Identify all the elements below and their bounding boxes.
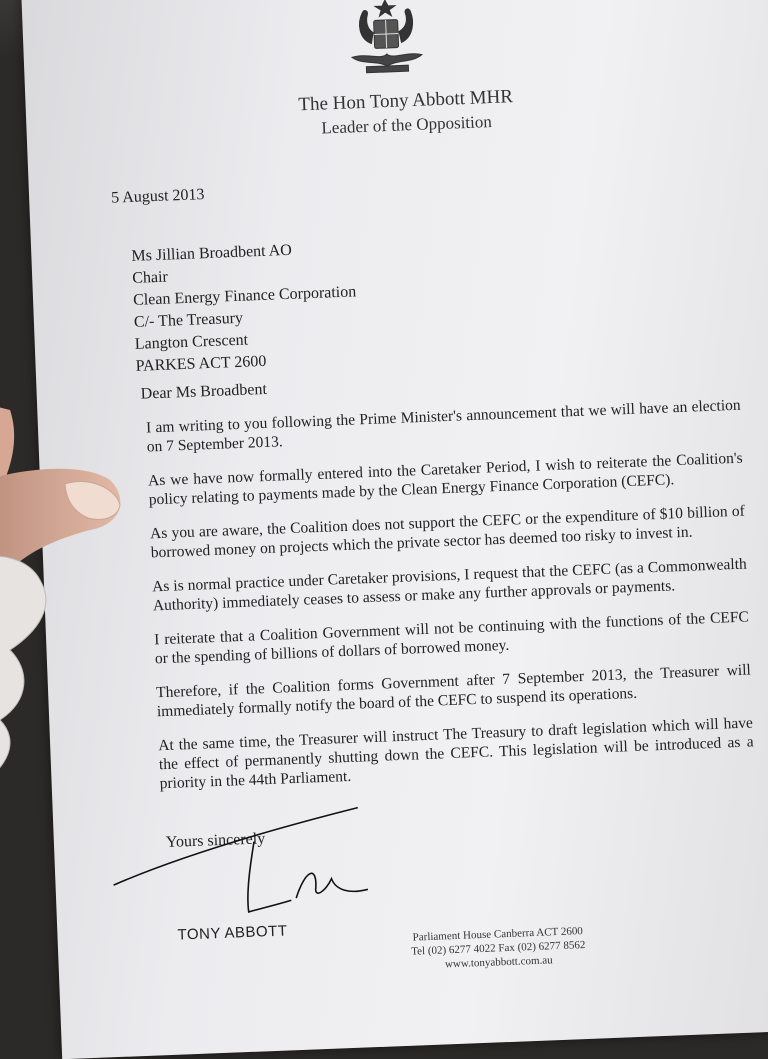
recipient-line: Ms Jillian Broadbent AO [131, 241, 293, 265]
coat-of-arms-icon [340, 0, 433, 80]
body-paragraph: At the same time, the Treasurer will instruct The Treasury to draft legislation which will have the effect of permanently shutting down the CEFC. This legislation will be introduced as a priority in the 44th Parliament. [157, 714, 754, 793]
recipient-line: Langton Crescent [134, 331, 249, 353]
hand [0, 400, 150, 860]
recipient-line: PARKES ACT 2600 [135, 352, 267, 375]
body-paragraph: I reiterate that a Coalition Government will not be continuing with the functions of the CEFC or the spending of billions of dollars of borrowed money. [153, 608, 750, 668]
handwritten-signature-icon [103, 795, 427, 927]
recipient-line: Chair [131, 268, 169, 287]
salutation: Dear Ms Broadbent [140, 380, 268, 403]
letterhead-role: Leader of the Opposition [321, 112, 493, 138]
letterhead-name: The Hon Tony Abbott MHR [298, 86, 514, 116]
signer-name: TONY ABBOTT [177, 922, 288, 944]
body-paragraph: I am writing to you following the Prime Minister's announcement that we will have an election on 7 September 2013. [145, 396, 741, 456]
footer-website: www.tonyabbott.com.au [444, 954, 553, 971]
letter-body [146, 396, 756, 809]
body-paragraph: Therefore, if the Coalition forms Government after 7 September 2013, the Treasurer will immediately formally notify the board of the CEFC to suspend its operations. [155, 661, 752, 721]
body-paragraph: As we have now formally entered into the Caretaker Period, I wish to reiterate the Coalition's policy relating to payments made by the Clean Energy Finance Corporation (CEFC). [147, 449, 743, 509]
footer-phone: Tel (02) 6277 4022 Fax (02) 6277 8562 [410, 939, 586, 958]
recipient-line: Clean Energy Finance Corporation [132, 283, 357, 309]
recipient-address [131, 237, 359, 377]
footer-address: Parliament House Canberra ACT 2600 [412, 925, 584, 944]
letter-date: 5 August 2013 [110, 186, 205, 207]
recipient-line: C/- The Treasury [133, 309, 244, 331]
body-paragraph: As is normal practice under Caretaker provisions, I request that the CEFC (as a Commonwealth Authority) immediately ceases to assess or make any further approvals or payments. [151, 555, 748, 615]
letter-footer [383, 923, 614, 974]
body-paragraph: As you are aware, the Coalition does not support the CEFC or the expenditure of $10 billion of borrowed money on projects which the private sector has deemed too risky to invest in. [149, 502, 746, 562]
closing: Yours sincerely [165, 830, 266, 852]
